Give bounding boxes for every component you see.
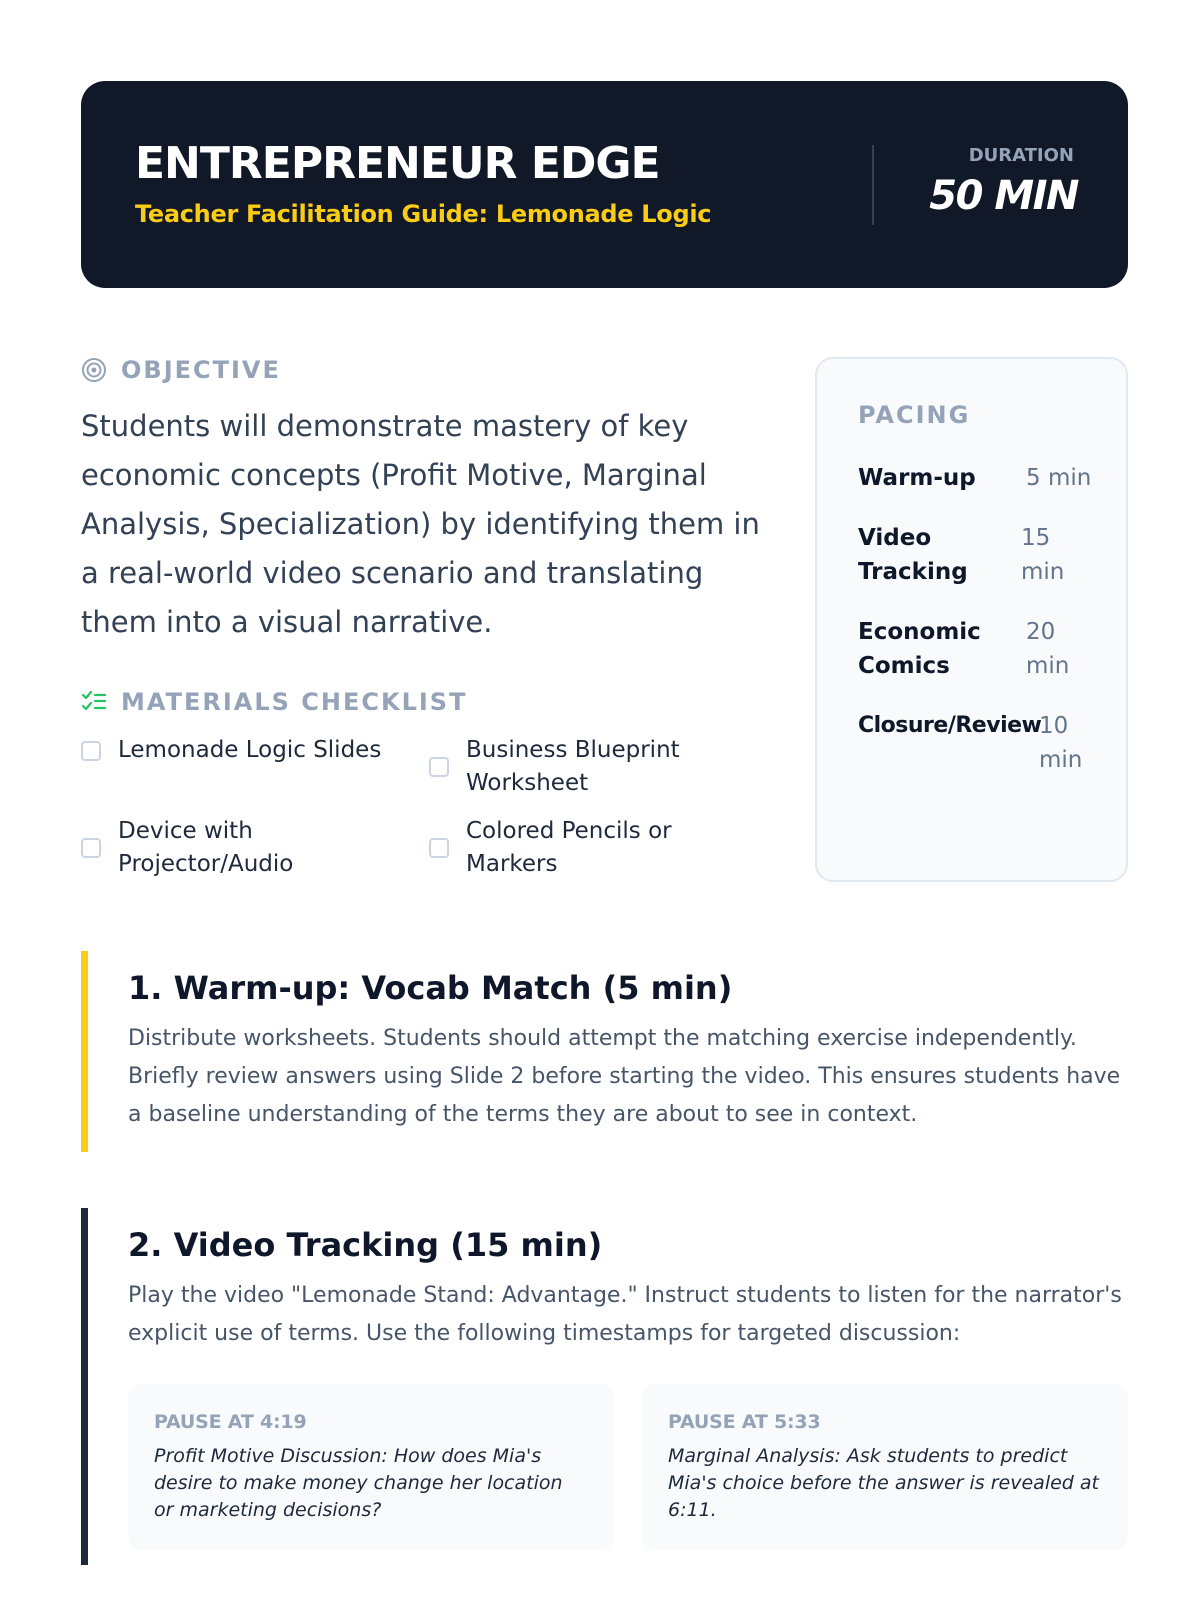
step-title: 2. Video Tracking (15 min) <box>128 1226 603 1264</box>
pause-text: Profit Motive Discussion: How does Mia's desire to make money change her location or marketing decisions? <box>154 1445 563 1521</box>
target-icon <box>81 357 107 383</box>
checklist-icon <box>81 689 107 715</box>
checkbox[interactable] <box>81 838 101 858</box>
pacing-row-time: 5 min <box>1026 465 1092 491</box>
pacing-row-name: Closure/Review <box>858 713 1042 738</box>
page-title: ENTREPRENEUR EDGE <box>135 138 660 189</box>
header-banner <box>81 81 1128 288</box>
pacing-row-time: 15 min <box>1021 525 1065 585</box>
objective-heading <box>81 356 281 384</box>
pacing-row-name: Video Tracking <box>858 525 968 585</box>
step-title: 1. Warm-up: Vocab Match (5 min) <box>128 969 733 1007</box>
materials-heading <box>81 688 467 716</box>
checklist-item[interactable] <box>81 734 411 767</box>
objective-text: Students will demonstrate mastery of key economic concepts (Profit Motive, Marginal Analysis, Specialization) by identifying them in a real-world video scenario and translating them into a visual narrative. <box>81 409 760 639</box>
pacing-title: PACING <box>858 401 971 429</box>
duration-label: DURATION <box>968 145 1074 166</box>
step-accent-bar <box>81 1208 88 1565</box>
checklist-item[interactable] <box>429 734 699 800</box>
step-accent-bar <box>81 951 88 1152</box>
pause-card <box>128 1384 614 1550</box>
step-body: Distribute worksheets. Students should attempt the matching exercise independently. Briefly review answers using Slide 2 before starting the video. This ensures students have a baseline understanding of the terms they are about to see in context. <box>128 1026 1121 1127</box>
pacing-card <box>815 357 1128 882</box>
materials-label: MATERIALS CHECKLIST <box>121 688 468 716</box>
objective-label: OBJECTIVE <box>121 356 281 384</box>
header-divider <box>872 145 874 225</box>
checklist-item[interactable] <box>429 815 699 881</box>
pacing-row-name: Warm-up <box>858 465 976 491</box>
pause-label: PAUSE AT 5:33 <box>668 1411 821 1433</box>
page-subtitle: Teacher Facilitation Guide: Lemonade Logic <box>135 200 712 228</box>
step-body: Play the video "Lemonade Stand: Advantage." Instruct students to listen for the narrator's explicit use of terms. Use the following timestamps for targeted discussion: <box>128 1283 1122 1346</box>
pause-card <box>642 1384 1128 1550</box>
pacing-row-name: Economic Comics <box>858 619 981 679</box>
pacing-row-time: 10 min <box>1039 713 1083 773</box>
checklist-item-label: Device with Projector/Audio <box>118 818 294 877</box>
checkbox[interactable] <box>81 741 101 761</box>
checklist-item-label: Business Blueprint Worksheet <box>466 737 680 796</box>
checklist-item-label: Lemonade Logic Slides <box>118 737 382 763</box>
pacing-row-time: 20 min <box>1026 619 1070 679</box>
checklist-item-label: Colored Pencils or Markers <box>466 818 672 877</box>
duration-value: 50 MIN <box>929 173 1078 219</box>
checkbox[interactable] <box>429 838 449 858</box>
checkbox[interactable] <box>429 757 449 777</box>
pause-label: PAUSE AT 4:19 <box>154 1411 307 1433</box>
pause-text: Marginal Analysis: Ask students to predict Mia's choice before the answer is revealed at 6:11. <box>668 1445 1099 1521</box>
step-warmup <box>81 951 1128 1152</box>
checklist-item[interactable] <box>81 815 341 881</box>
